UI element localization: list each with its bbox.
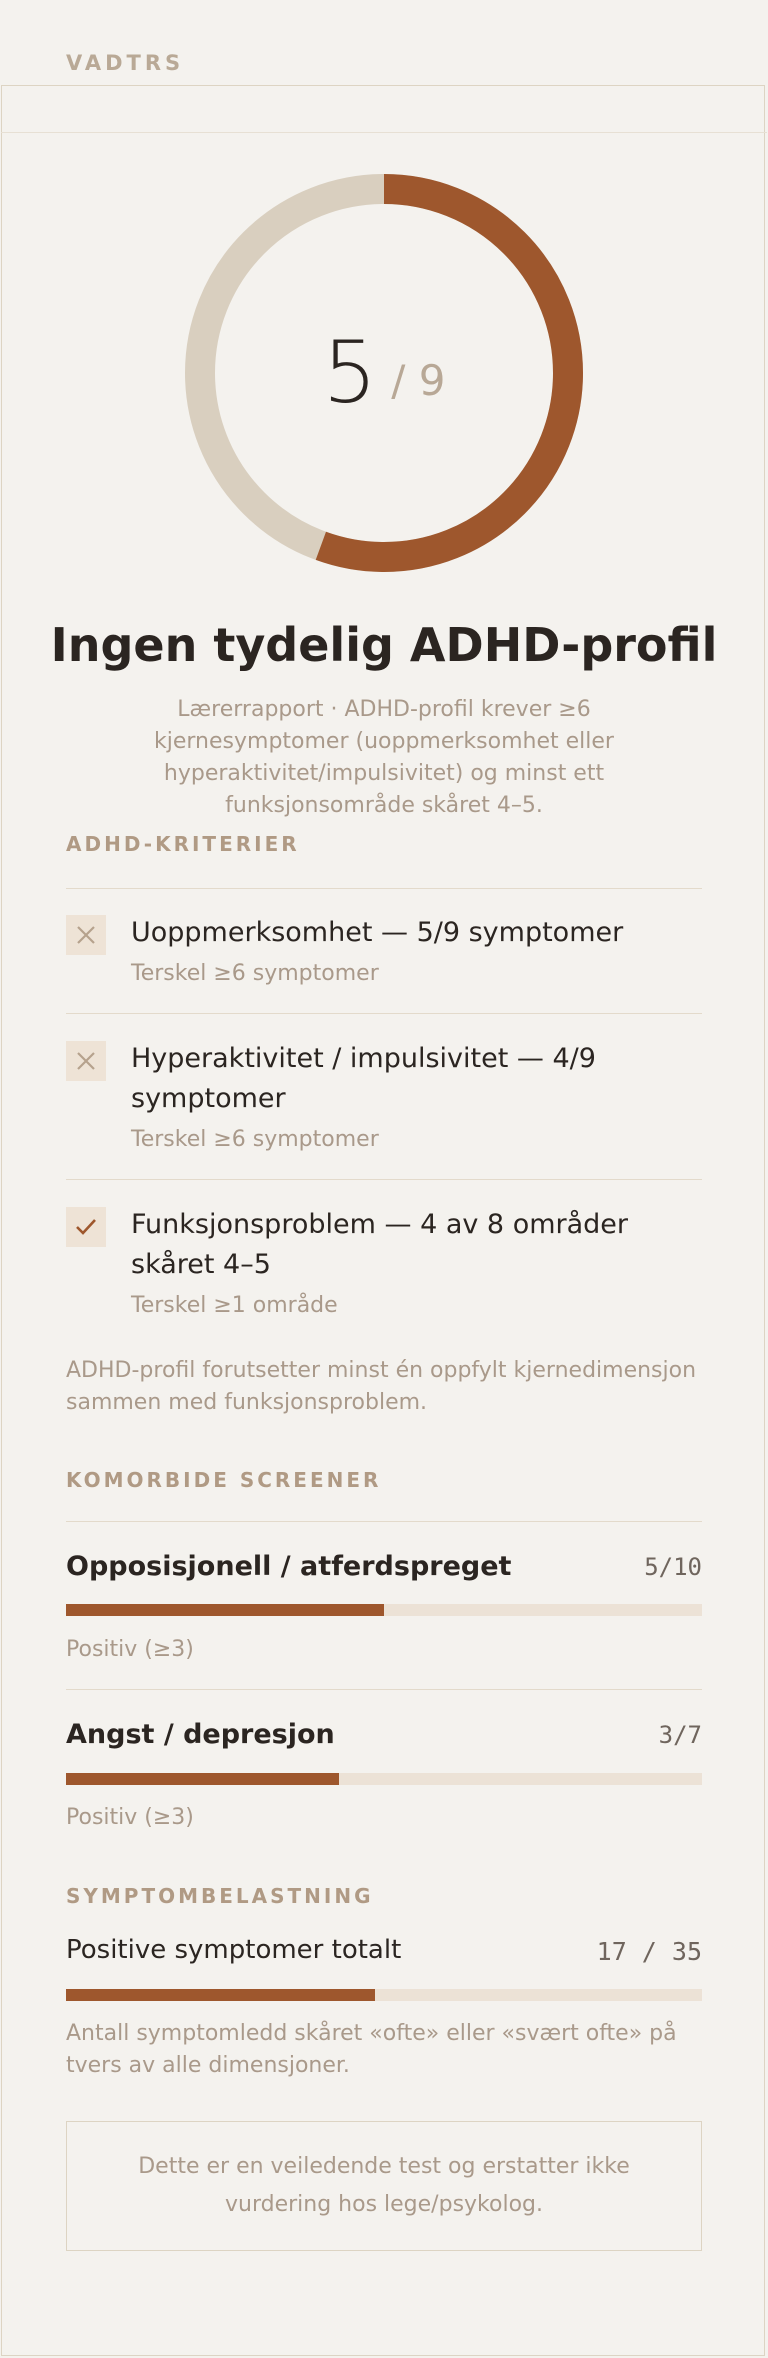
criterion-threshold: Terskel ≥6 symptomer (131, 1127, 379, 1152)
score-readout (184, 173, 584, 573)
criteria-note: ADHD-profil forutsetter minst én oppfylt kjernedimensjon sammen med funksjonsproblem. (66, 1358, 697, 1415)
result-title: Ingen tydelig ADHD-profil (50, 618, 718, 672)
screener-status-odd: Positiv (≥3) (66, 1637, 194, 1662)
criterion-threshold: Terskel ≥1 område (131, 1293, 338, 1318)
divider (66, 1689, 702, 1690)
disclaimer-box (66, 2121, 702, 2251)
screener-name-odd: Opposisjonell / atferdspreget (66, 1551, 512, 1582)
burden-bar-fill (66, 1989, 375, 2001)
screener-bar-fill (66, 1604, 384, 1616)
burden-bar (66, 1989, 702, 2001)
burden-heading: SYMPTOMBELASTNING (66, 1884, 374, 1908)
score-value: 5 (322, 323, 378, 423)
burden-score: 17 / 35 (596, 1937, 702, 1966)
criteria-heading: ADHD-KRITERIER (66, 832, 300, 856)
divider (66, 1521, 702, 1522)
comorbid-heading: KOMORBIDE SCREENER (66, 1468, 382, 1492)
criterion-title: Uoppmerksomhet — 5/9 symptomer (131, 917, 624, 948)
screener-bar-odd (66, 1604, 702, 1616)
section-label-cut: VADTRS (66, 51, 185, 75)
divider (66, 1013, 702, 1014)
burden-label: Positive symptomer totalt (66, 1935, 402, 1965)
criterion-threshold: Terskel ≥6 symptomer (131, 961, 379, 986)
criterion-title: Funksjonsproblem — 4 av 8 områder skåret 4–5 (131, 1209, 629, 1280)
criterion-title: Hyperaktivitet / impulsivitet — 4/9 symptomer (131, 1043, 596, 1114)
score-ring (184, 173, 584, 573)
check-icon (66, 1207, 106, 1247)
screener-bar-fill (66, 1773, 339, 1785)
disclaimer-text: Dette er en veiledende test og erstatter ikke vurdering hos lege/psykolog. (138, 2154, 630, 2217)
divider (1, 132, 767, 133)
screener-bar-anxiety (66, 1773, 702, 1785)
x-icon (66, 1041, 106, 1081)
screener-status-anxiety: Positiv (≥3) (66, 1805, 194, 1830)
screener-name-anxiety: Angst / depresjon (66, 1719, 335, 1750)
result-subtitle: Lærerrapport · ADHD-profil krever ≥6 kjernesymptomer (uoppmerksomhet eller hyperaktivitet/impulsivitet) og minst ett funksjonsområde skåret 4–5. (154, 697, 614, 818)
x-icon (66, 915, 106, 955)
divider (66, 888, 702, 889)
divider (66, 1179, 702, 1180)
burden-note: Antall symptomledd skåret «ofte» eller «svært ofte» på tvers av alle dimensjoner. (66, 2021, 677, 2078)
screener-score-anxiety: 3/7 (658, 1721, 702, 1749)
score-max: / 9 (391, 355, 446, 405)
screener-score-odd: 5/10 (644, 1553, 702, 1581)
